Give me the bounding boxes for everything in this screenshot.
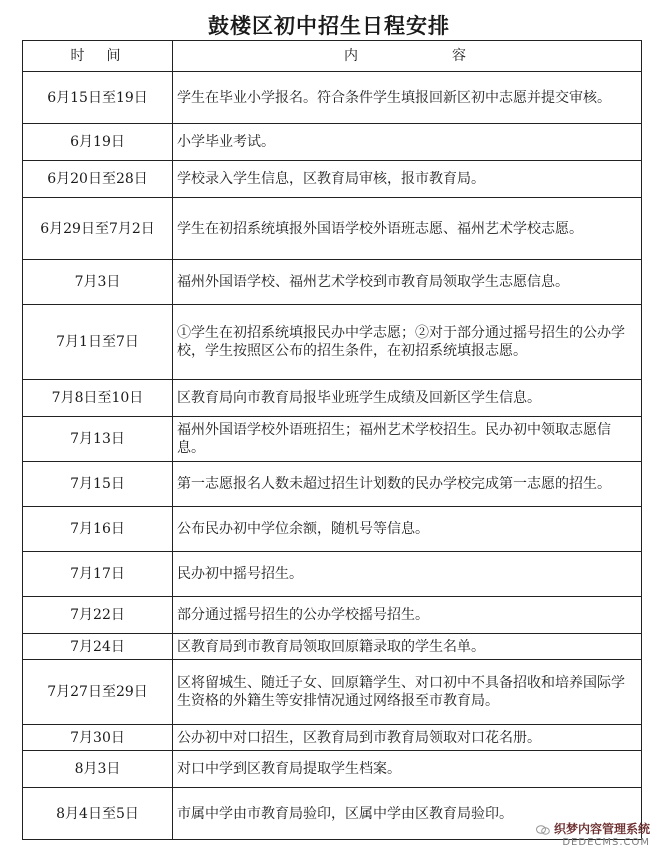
row-content: 小学毕业考试。 — [173, 124, 642, 161]
row-time: 6月19日 — [23, 124, 173, 161]
row-time: 6月15日至19日 — [23, 72, 173, 124]
table-row — [23, 725, 642, 751]
table-row — [23, 305, 642, 380]
row-content: 学生在初招系统填报外国语学校外语班志愿、福州艺术学校志愿。 — [173, 198, 642, 260]
row-time: 7月16日 — [23, 507, 173, 552]
row-content: 学生在毕业小学报名。符合条件学生填报回新区初中志愿并提交审核。 — [173, 72, 642, 124]
table-header-row — [23, 41, 642, 72]
table-row — [23, 751, 642, 788]
table-row — [23, 260, 642, 305]
row-content: 区教育局向市教育局报毕业班学生成绩及回新区学生信息。 — [173, 380, 642, 417]
table-row — [23, 660, 642, 725]
watermark — [536, 820, 650, 848]
row-time: 7月17日 — [23, 552, 173, 597]
row-time: 8月4日至5日 — [23, 788, 173, 840]
schedule-table — [22, 40, 642, 840]
row-content: 福州外国语学校外语班招生；福州艺术学校招生。民办初中领取志愿信息。 — [173, 417, 642, 462]
row-content: 部分通过摇号招生的公办学校摇号招生。 — [173, 597, 642, 634]
row-time: 7月15日 — [23, 462, 173, 507]
row-time: 7月8日至10日 — [23, 380, 173, 417]
table-row — [23, 634, 642, 660]
table-row — [23, 124, 642, 161]
row-content: 区教育局到市教育局领取回原籍录取的学生名单。 — [173, 634, 642, 660]
row-time: 7月24日 — [23, 634, 173, 660]
row-content: 公布民办初中学位余额，随机号等信息。 — [173, 507, 642, 552]
row-content: 学校录入学生信息，区教育局审核，报市教育局。 — [173, 161, 642, 198]
page-title: 鼓楼区初中招生日程安排 — [208, 14, 450, 38]
header-time: 时 间 — [23, 41, 173, 72]
row-content: ①学生在初招系统填报民办中学志愿；②对于部分通过摇号招生的公办学校，学生按照区公布的招生条件，在初招系统填报志愿。 — [173, 305, 642, 380]
table-row — [23, 161, 642, 198]
header-content: 内 容 — [173, 41, 642, 72]
table-row — [23, 462, 642, 507]
watermark-domain: DEDECMS.COM — [562, 837, 650, 848]
table-row — [23, 72, 642, 124]
row-time: 7月22日 — [23, 597, 173, 634]
row-time: 6月20日至28日 — [23, 161, 173, 198]
table-row — [23, 417, 642, 462]
row-time: 7月3日 — [23, 260, 173, 305]
row-time: 7月27日至29日 — [23, 660, 173, 725]
row-content: 民办初中摇号招生。 — [173, 552, 642, 597]
table-row — [23, 198, 642, 260]
row-time: 6月29日至7月2日 — [23, 198, 173, 260]
watermark-brand: 织梦内容管理系统 — [553, 822, 650, 836]
row-time: 8月3日 — [23, 751, 173, 788]
row-content: 公办初中对口招生，区教育局到市教育局领取对口花名册。 — [173, 725, 642, 751]
table-row — [23, 507, 642, 552]
wechat-icon — [536, 825, 550, 835]
row-content: 第一志愿报名人数未超过招生计划数的民办学校完成第一志愿的招生。 — [173, 462, 642, 507]
table-row — [23, 597, 642, 634]
row-content: 对口中学到区教育局提取学生档案。 — [173, 751, 642, 788]
row-content: 福州外国语学校、福州艺术学校到市教育局领取学生志愿信息。 — [173, 260, 642, 305]
table-row — [23, 552, 642, 597]
row-content: 市属中学由市教育局验印，区属中学由区教育局验印。 — [173, 788, 642, 840]
row-time: 7月13日 — [23, 417, 173, 462]
row-time: 7月30日 — [23, 725, 173, 751]
row-time: 7月1日至7日 — [23, 305, 173, 380]
row-content: 区将留城生、随迁子女、回原籍学生、对口初中不具备招收和培养国际学生资格的外籍生等安排情况通过网络报至市教育局。 — [173, 660, 642, 725]
table-row — [23, 380, 642, 417]
